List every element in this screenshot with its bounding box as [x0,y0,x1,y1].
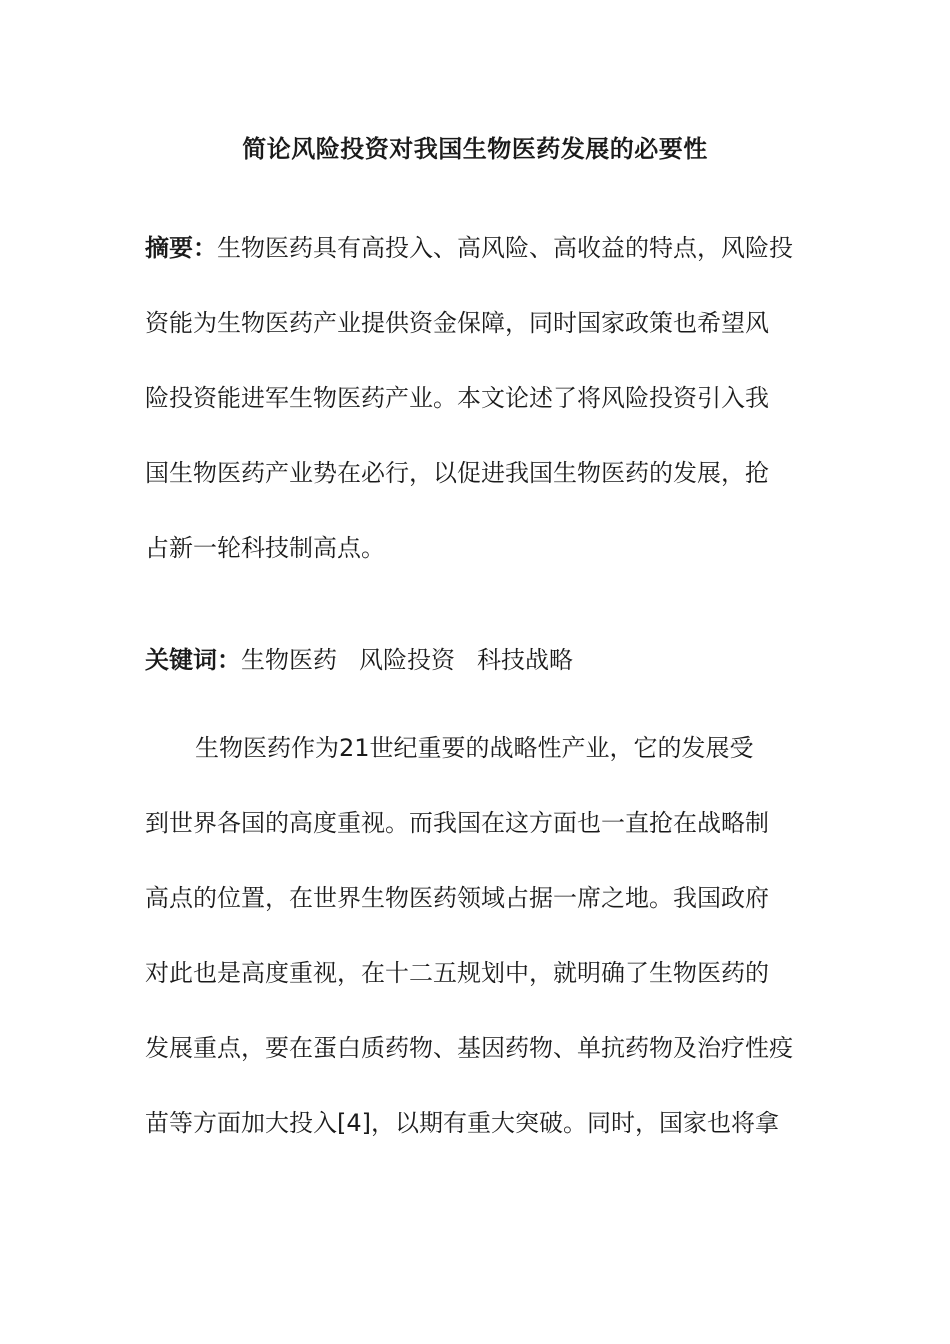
document-title: 简论风险投资对我国生物医药发展的必要性 [242,135,708,163]
abstract-line: 国生物医药产业势在必行，以促进我国生物医药的发展，抢 [145,459,769,487]
keyword-item: 科技战略 [477,646,573,674]
keywords-section [145,644,810,719]
body-paragraph-line: 苗等方面加大投入[4]，以期有重大突破。同时，国家也将拿 [145,1109,779,1137]
body-section [145,732,810,1182]
abstract-line: 资能为生物医药产业提供资金保障，同时国家政策也希望风 [145,309,769,337]
abstract-line [145,232,810,307]
abstract-text: 生物医药具有高投入、高风险、高收益的特点，风险投 [217,234,793,262]
abstract-section [145,232,810,607]
keywords-line [145,644,810,719]
body-paragraph-line: 对此也是高度重视，在十二五规划中，就明确了生物医药的 [145,959,769,987]
body-paragraph-line: 到世界各国的高度重视。而我国在这方面也一直抢在战略制 [145,809,769,837]
keyword-item: 风险投资 [359,646,455,674]
abstract-label: 摘要： [145,234,217,262]
body-paragraph-line: 发展重点，要在蛋白质药物、基因药物、单抗药物及治疗性疫 [145,1034,793,1062]
body-paragraph-line: 生物医药作为21世纪重要的战略性产业，它的发展受 [195,734,754,762]
keyword-item: 生物医药 [241,646,337,674]
keywords-label: 关键词： [145,646,241,674]
abstract-line: 险投资能进军生物医药产业。本文论述了将风险投资引入我 [145,384,769,412]
body-paragraph-line: 高点的位置，在世界生物医药领域占据一席之地。我国政府 [145,884,769,912]
abstract-line: 占新一轮科技制高点。 [145,534,385,562]
